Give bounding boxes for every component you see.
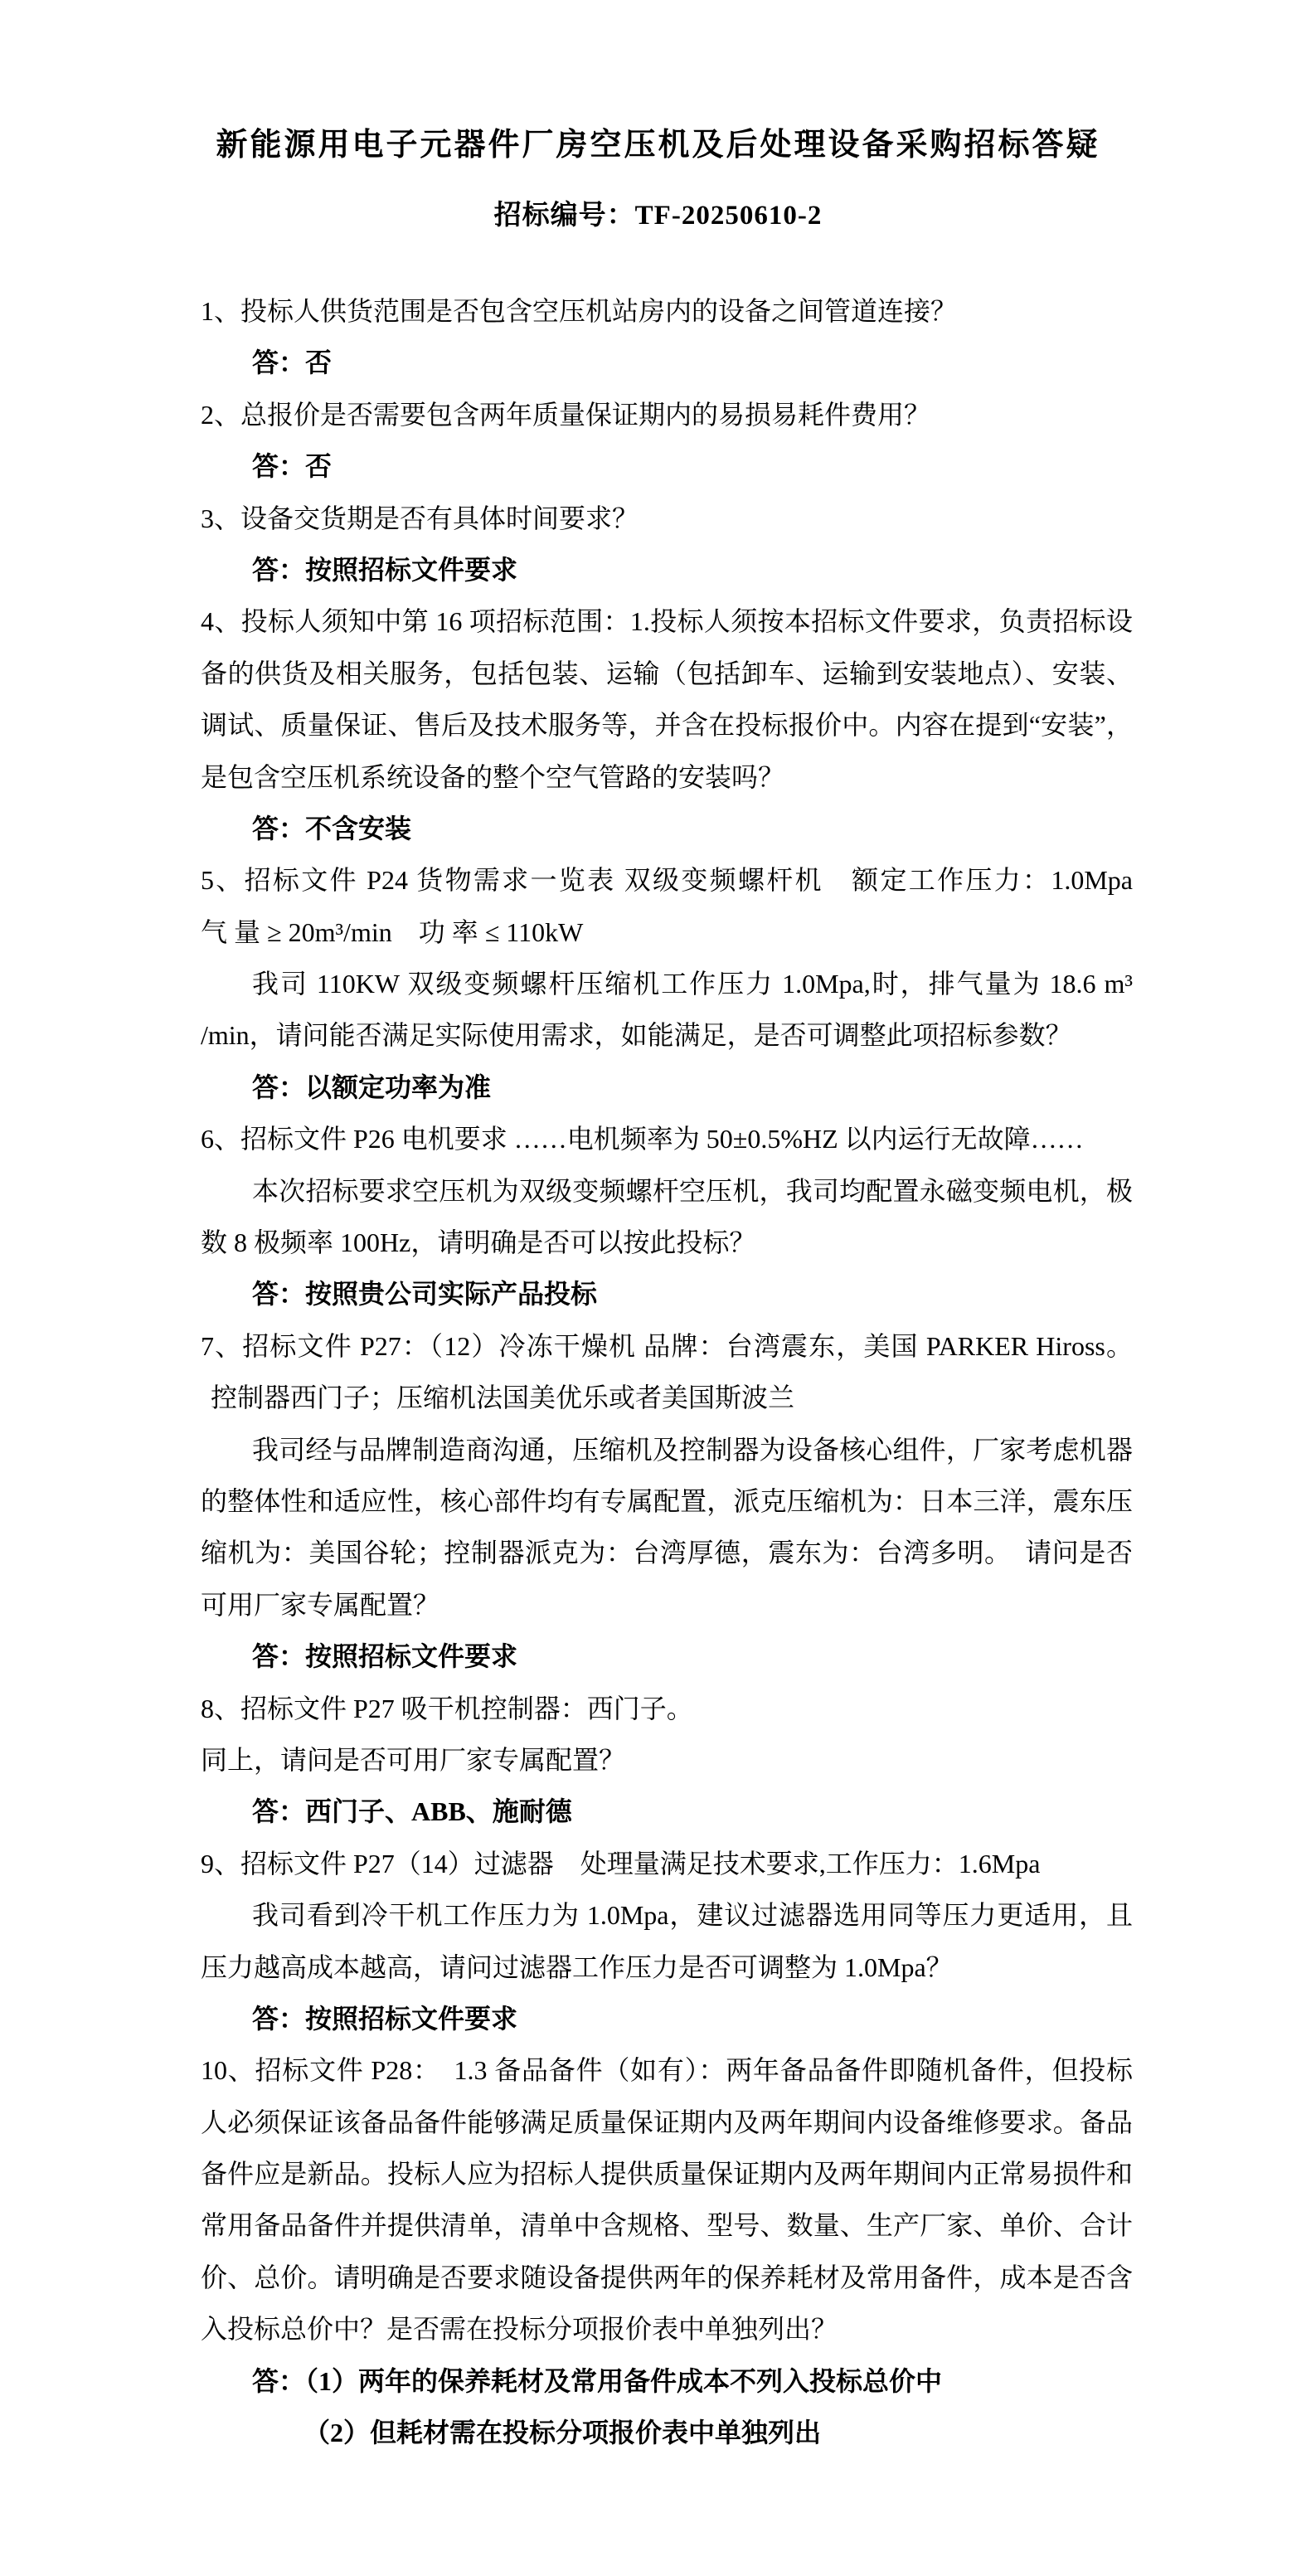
question-line: 我司经与品牌制造商沟通，压缩机及控制器为设备核心组件，厂家考虑机器 (252, 1434, 1133, 1465)
question-line: 数 8 极频率 100Hz，请明确是否可以按此投标？ (201, 1227, 756, 1258)
question-line: 备件应是新品。投标人应为招标人提供质量保证期内及两年期间内正常易损件和 (201, 2159, 1133, 2190)
question-line: 我司 110KW 双级变频螺杆压缩机工作压力 1.0Mpa,时，排气量为 18.6 m³ (252, 969, 1133, 999)
question-line: 本次招标要求空压机为双级变频螺杆空压机，我司均配置永磁变频电机，极 (252, 1175, 1133, 1206)
question-line: 9、招标文件 P27（14）过滤器 处理量满足技术要求,工作压力：1.6Mpa (201, 1848, 1041, 1879)
question-line: 的整体性和适应性，核心部件均有专属配置，派克压缩机为：日本三洋，震东压 (201, 1485, 1133, 1516)
answer-line: 答：否 (252, 348, 333, 378)
answer-line: 答：按照招标文件要求 (252, 554, 518, 585)
question-line: 是包含空压机系统设备的整个空气管路的安装吗？ (201, 761, 785, 792)
answer-line: （2）但耗材需在投标分项报价表中单独列出 (304, 2418, 822, 2448)
question-line: 6、招标文件 P26 电机要求 ……电机频率为 50±0.5%HZ 以内运行无故障…… (201, 1124, 1084, 1154)
tender-number: 招标编号：TF-20250610-2 (493, 201, 823, 231)
answer-line: 答：按照招标文件要求 (252, 1641, 518, 1672)
question-line: /min，请问能否满足实际使用需求，如能满足，是否可调整此项招标参数？ (201, 1020, 1072, 1051)
question-line: 控制器西门子；压缩机法国美优乐或者美国斯波兰 (211, 1383, 795, 1413)
question-line: 压力越高成本越高，请问过滤器工作压力是否可调整为 1.0Mpa？ (201, 1951, 953, 1982)
answer-line: 答：西门子、ABB、施耐德 (252, 1796, 572, 1827)
question-line: 调试、质量保证、售后及技术服务等，并含在投标报价中。内容在提到“安装”， (201, 710, 1133, 741)
question-line: 10、招标文件 P28： 1.3 备品备件（如有）：两年备品备件即随机备件，但投标 (201, 2055, 1133, 2086)
question-line: 可用厂家专属配置？ (201, 1589, 440, 1620)
question-line: 缩机为：美国谷轮；控制器派克为：台湾厚德，震东为：台湾多明。 请问是否 (201, 1538, 1133, 1568)
document-body (201, 285, 1133, 2458)
question-line: 2、总报价是否需要包含两年质量保证期内的易损易耗件费用？ (201, 399, 931, 430)
question-line: 4、投标人须知中第 16 项招标范围：1.投标人须按本招标文件要求，负责招标设 (201, 606, 1133, 637)
question-line: 备的供货及相关服务，包括包装、运输（包括卸车、运输到安装地点）、安装、 (201, 658, 1133, 688)
question-line: 气 量 ≥ 20m³/min 功 率 ≤ 110kW (201, 916, 584, 947)
question-line: 8、招标文件 P27 吸干机控制器：西门子。 (201, 1693, 693, 1723)
question-line: 我司看到冷干机工作压力为 1.0Mpa，建议过滤器选用同等压力更适用，且 (252, 1900, 1133, 1931)
question-line: 7、招标文件 P27：（12）冷冻干燥机 品牌：台湾震东，美国 PARKER Hiross。 (201, 1330, 1133, 1361)
answer-line: 答：不含安装 (252, 813, 412, 843)
page-title: 新能源用电子元器件厂房空压机及后处理设备采购招标答疑 (216, 128, 1100, 163)
answer-line: 答：（1）两年的保养耗材及常用备件成本不列入投标总价中 (252, 2365, 943, 2396)
question-line: 人必须保证该备品备件能够满足质量保证期内及两年期间内设备维修要求。备品 (201, 2107, 1133, 2137)
question-line: 1、投标人供货范围是否包含空压机站房内的设备之间管道连接？ (201, 296, 958, 326)
question-line: 同上，请问是否可用厂家专属配置？ (201, 1744, 626, 1775)
question-line: 入投标总价中？是否需在投标分项报价表中单独列出？ (201, 2314, 838, 2345)
question-line: 3、设备交货期是否有具体时间要求？ (201, 503, 639, 533)
question-line: 价、总价。请明确是否要求随设备提供两年的保养耗材及常用备件，成本是否含 (201, 2262, 1133, 2292)
answer-line: 答：按照贵公司实际产品投标 (252, 1279, 598, 1310)
question-line: 常用备品备件并提供清单，清单中含规格、型号、数量、生产厂家、单价、合计 (201, 2210, 1133, 2241)
answer-line: 答：否 (252, 451, 333, 482)
question-line: 5、招标文件 P24 货物需求一览表 双级变频螺杆机 额定工作压力：1.0Mpa (201, 865, 1133, 896)
answer-line: 答：按照招标文件要求 (252, 2003, 518, 2034)
answer-line: 答：以额定功率为准 (252, 1072, 492, 1102)
